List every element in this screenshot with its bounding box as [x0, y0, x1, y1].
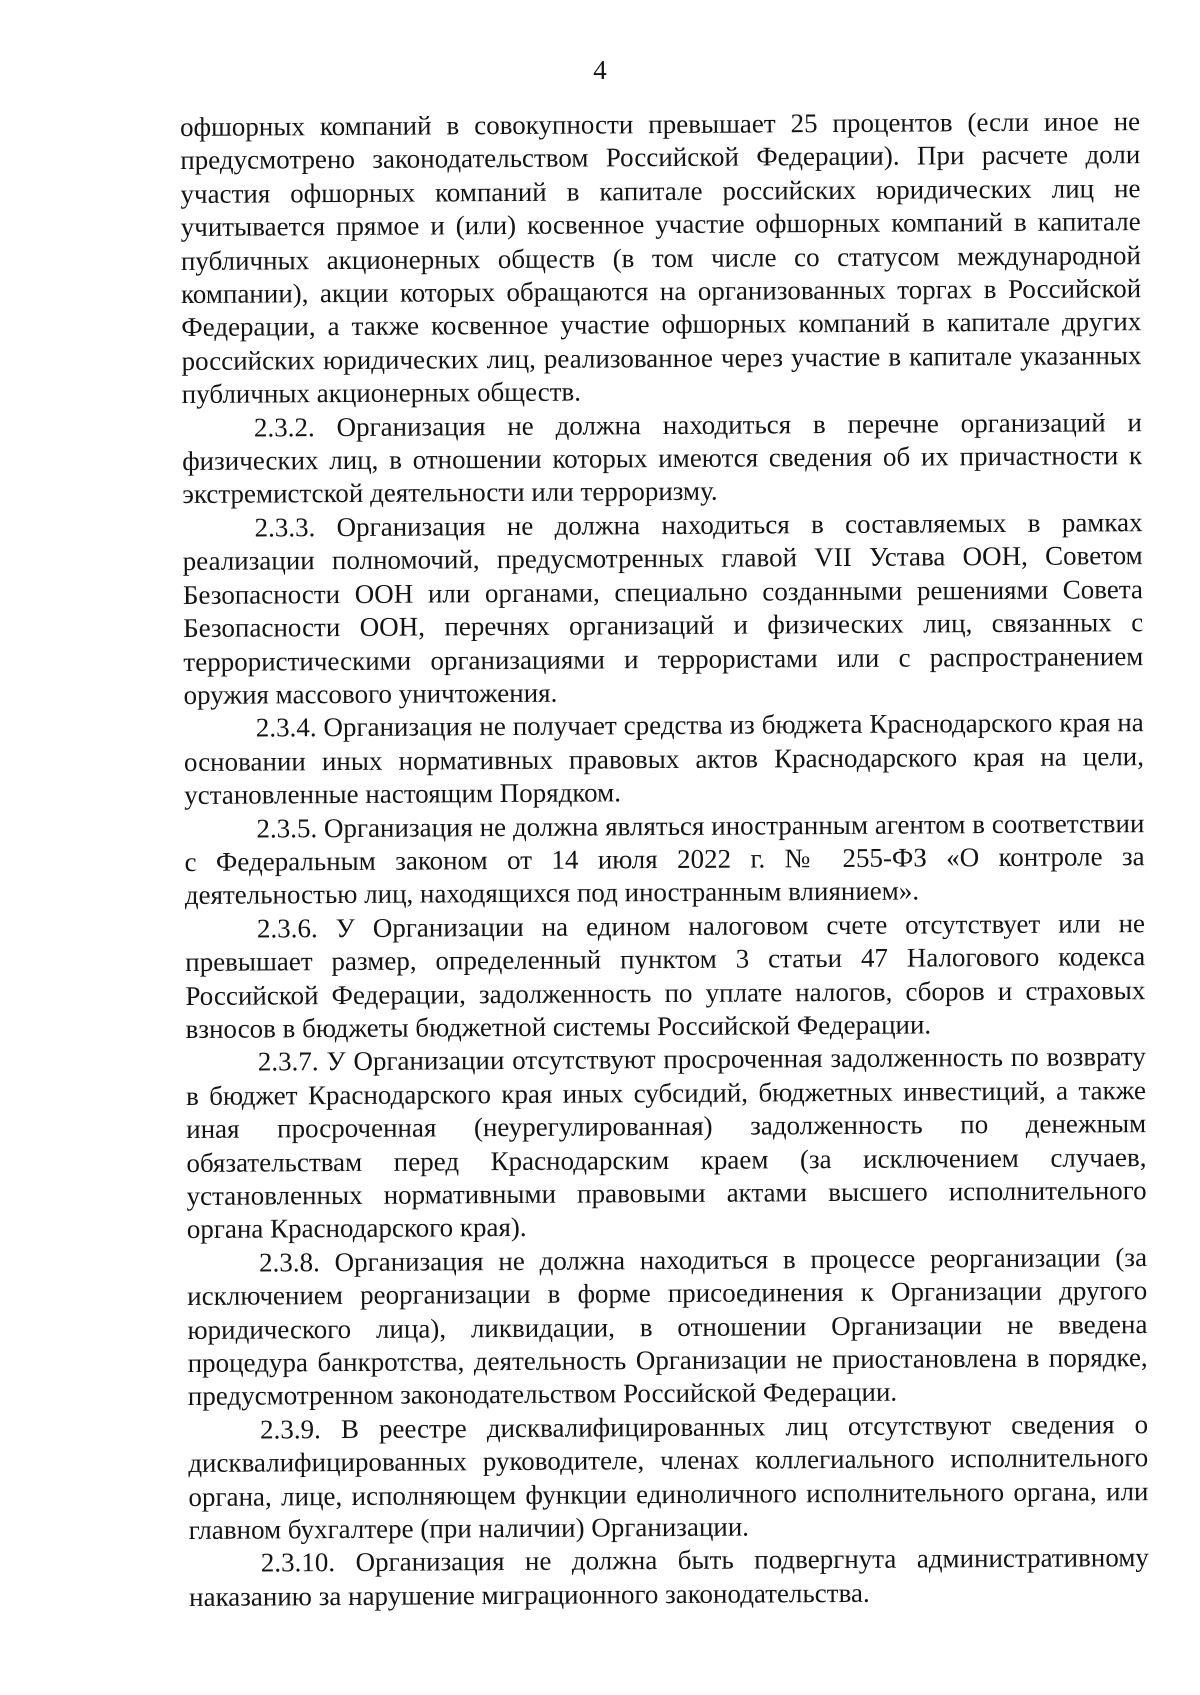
paragraph-2-3-5: 2.3.5. Организация не должна являться иностранным агентом в соответствии с Федеральным законом от 14 июля 2022 г. № 255-ФЗ «О контроле за деятельностью лиц, находящихся под иностранным влиянием».: [184, 807, 1145, 911]
paragraph-2-3-8: 2.3.8. Организация не должна находиться в процессе реорганизации (за исключением реорганизации в форме присоединения к Организации другого юридического лица), ликвидации, в отношении Организации не введена процедура банкротства, деятельность Организации не приостановлена в порядке, предусмотренном законодательством Российской Федерации.: [187, 1241, 1148, 1412]
paragraph-continuation: офшорных компаний в совокупности превышает 25 процентов (если иное не предусмотрено законодательством Российской Федерации). При расчете доли участия офшорных компаний в капитале российских юридических лиц не учитывается прямое и (или) косвенное участие офшорных компаний в капитале публичных акционерных обществ (в том числе со статусом международной компании), акции которых обращаются на организованных торгах в Российской Федерации, а также косвенное участие офшорных компаний в капитале других российских юридических лиц, реализованное через участие в капитале указанных публичных акционерных обществ.: [180, 106, 1142, 410]
paragraph-2-3-2: 2.3.2. Организация не должна находиться в перечне организаций и физических лиц, в отношении которых имеются сведения об их причастности к экстремистской деятельности или терроризму.: [182, 406, 1143, 510]
paragraph-2-3-6: 2.3.6. У Организации на едином налоговом счете отсутствует или не превышает размер, определенный пунктом 3 статьи 47 Налогового кодекса Российской Федерации, задолженность по уплате налогов, сборов и страховых взносов в бюджеты бюджетной системы Российской Федерации.: [185, 907, 1146, 1044]
page-number: 4: [593, 55, 607, 85]
paragraph-2-3-7: 2.3.7. У Организации отсутствуют просроченная задолженность по возврату в бюджет Краснодарского края иных субсидий, бюджетных инвестиций, а также иная просроченная (неурегулированная) задолженность по денежным обязательствам перед Краснодарским краем (за исключением случаев, установленных нормативными правовыми актами высшего исполнительного органа Краснодарского края).: [185, 1041, 1147, 1245]
paragraph-2-3-3: 2.3.3. Организация не должна находиться в составляемых в рамках реализации полномочий, предусмотренных главой VII Устава ООН, Советом Безопасности ООН или органами, специально созданными решениями Совета Безопасности ООН, перечнях организаций и физических лиц, связанных с террористическими организациями и террористами или с распространением оружия массового уничтожения.: [182, 507, 1144, 710]
paragraph-2-3-10: 2.3.10. Организация не должна быть подвергнута административному наказанию за нарушение миграционного законодательства.: [188, 1542, 1149, 1612]
paragraph-2-3-4: 2.3.4. Организация не получает средства из бюджета Краснодарского края на основании иных нормативных правовых актов Краснодарского края на цели, установленные настоящим Порядком.: [183, 707, 1145, 811]
paragraph-2-3-9: 2.3.9. В реестре дисквалифицированных лиц отсутствуют сведения о дисквалифицированных руководителе, членах коллегиального исполнительного органа, лице, исполняющем функции единоличного исполнительного органа, или главном бухгалтере (при наличии) Организации.: [188, 1408, 1149, 1546]
document-body: [180, 105, 1149, 1614]
